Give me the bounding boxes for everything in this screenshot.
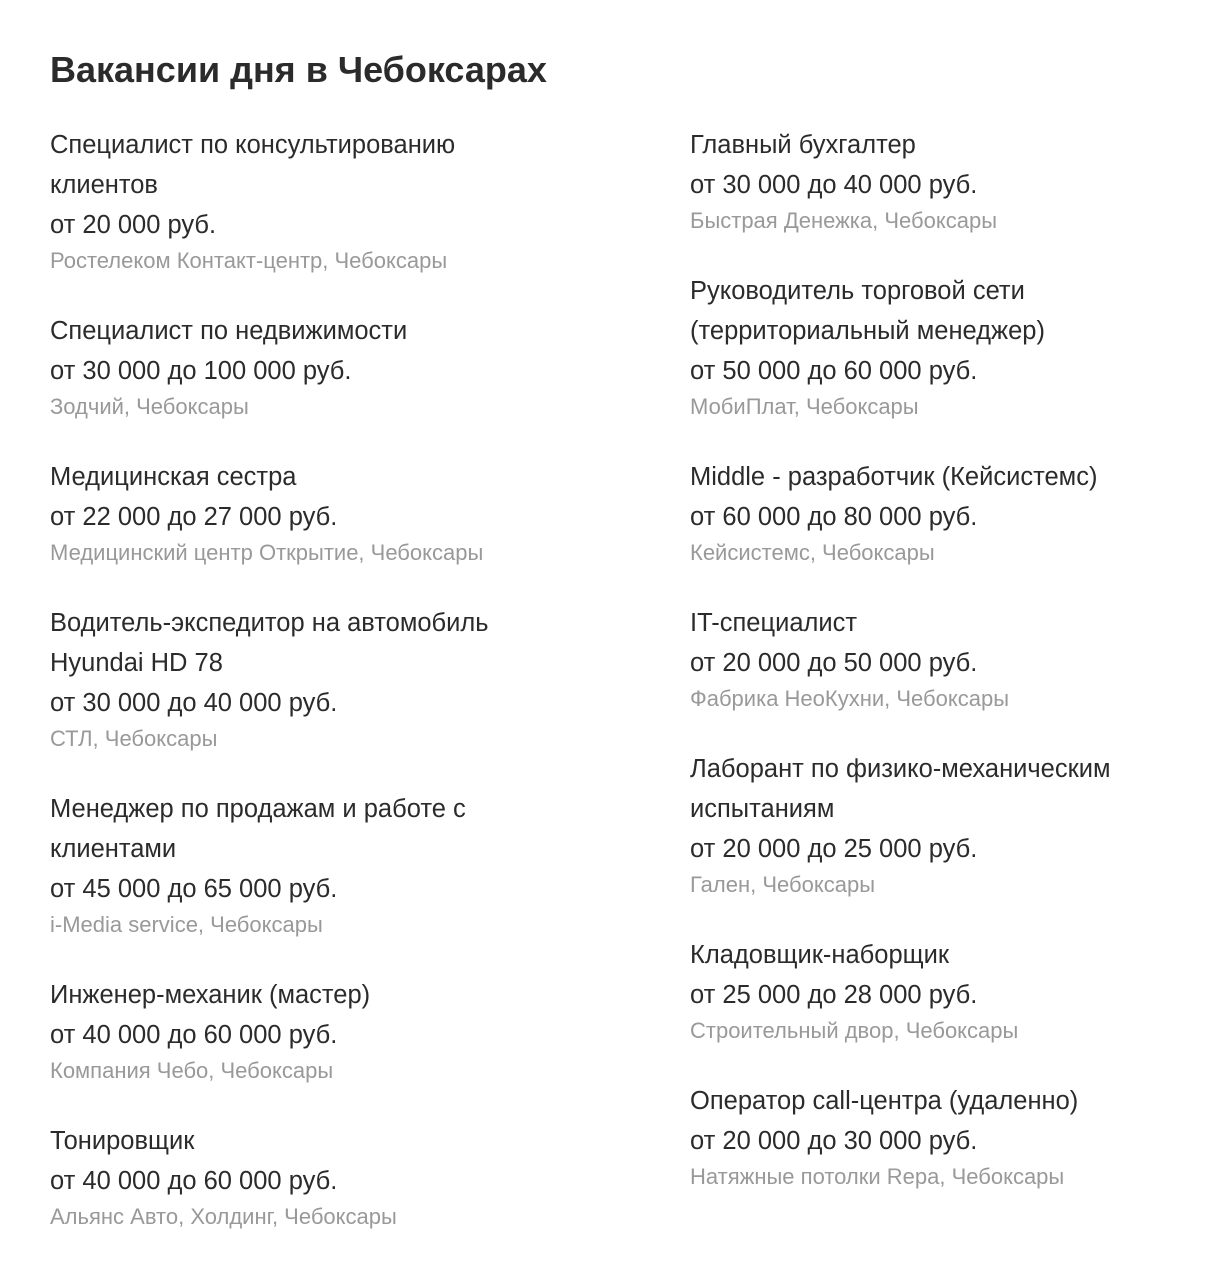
vacancy-list-left [50, 125, 570, 1267]
vacancy-salary: от 30 000 до 40 000 руб. [690, 171, 978, 199]
vacancy-company: Фабрика НеоКухни, Чебоксары [690, 686, 1010, 711]
vacancy-company: Ростелеком Контакт-центр, Чебоксары [50, 248, 448, 273]
vacancy-title-link[interactable]: Специалист по недвижимости [50, 317, 408, 345]
vacancy-company: СТЛ, Чебоксары [50, 726, 218, 751]
vacancy-item [50, 457, 570, 569]
vacancy-company: Медицинский центр Открытие, Чебоксары [50, 540, 484, 565]
vacancy-item [690, 603, 1190, 715]
vacancy-title-link[interactable]: Лаборант по физико-механическим испытаниям [690, 755, 1111, 823]
vacancy-company: i-Media service, Чебоксары [50, 912, 323, 937]
vacancy-company: Быстрая Денежка, Чебоксары [690, 208, 998, 233]
vacancy-salary: от 22 000 до 27 000 руб. [50, 503, 338, 531]
vacancy-company: МобиПлат, Чебоксары [690, 394, 919, 419]
vacancy-item [50, 311, 570, 423]
vacancy-salary: от 60 000 до 80 000 руб. [690, 503, 978, 531]
vacancy-item [50, 975, 570, 1087]
vacancy-title-link[interactable]: Руководитель торговой сети (территориальный менеджер) [690, 277, 1045, 345]
vacancy-salary: от 40 000 до 60 000 руб. [50, 1021, 338, 1049]
vacancy-title-link[interactable]: Оператор call-центра (удаленно) [690, 1087, 1079, 1115]
vacancy-list-right [690, 125, 1190, 1227]
vacancy-salary: от 30 000 до 40 000 руб. [50, 689, 338, 717]
vacancy-item [690, 271, 1190, 423]
vacancy-title-link[interactable]: Медицинская сестра [50, 463, 297, 491]
vacancy-title-link[interactable]: Middle - разработчик (Кейсистемс) [690, 463, 1098, 491]
vacancy-salary: от 25 000 до 28 000 руб. [690, 981, 978, 1009]
vacancy-item [690, 457, 1190, 569]
vacancy-item [690, 125, 1190, 237]
vacancy-item [50, 125, 570, 277]
vacancy-item [50, 789, 570, 941]
vacancy-salary: от 20 000 до 25 000 руб. [690, 835, 978, 863]
vacancy-company: Гален, Чебоксары [690, 872, 876, 897]
page-title: Вакансии дня в Чебоксарах [50, 49, 547, 90]
vacancy-title-link[interactable]: Инженер-механик (мастер) [50, 981, 371, 1009]
vacancy-salary: от 20 000 до 30 000 руб. [690, 1127, 978, 1155]
vacancy-company: Компания Чебо, Чебоксары [50, 1058, 334, 1083]
vacancy-salary: от 20 000 руб. [50, 211, 217, 239]
vacancy-company: Строительный двор, Чебоксары [690, 1018, 1019, 1043]
vacancy-salary: от 40 000 до 60 000 руб. [50, 1167, 338, 1195]
vacancy-salary: от 45 000 до 65 000 руб. [50, 875, 338, 903]
vacancy-item [50, 1121, 570, 1233]
vacancy-salary: от 20 000 до 50 000 руб. [690, 649, 978, 677]
vacancy-company: Альянс Авто, Холдинг, Чебоксары [50, 1204, 397, 1229]
vacancy-item [690, 935, 1190, 1047]
vacancy-title-link[interactable]: IT-специалист [690, 609, 858, 637]
vacancy-title-link[interactable]: Главный бухгалтер [690, 131, 916, 159]
vacancy-company: Натяжные потолки Repa, Чебоксары [690, 1164, 1065, 1189]
vacancy-company: Зодчий, Чебоксары [50, 394, 249, 419]
vacancy-salary: от 50 000 до 60 000 руб. [690, 357, 978, 385]
vacancy-title-link[interactable]: Менеджер по продажам и работе с клиентами [50, 795, 466, 863]
vacancy-company: Кейсистемс, Чебоксары [690, 540, 935, 565]
vacancy-title-link[interactable]: Кладовщик-наборщик [690, 941, 950, 969]
vacancy-title-link[interactable]: Специалист по консультированию клиентов [50, 131, 456, 199]
vacancy-item [690, 1081, 1190, 1193]
vacancy-item [50, 603, 570, 755]
vacancy-item [690, 749, 1190, 901]
vacancy-salary: от 30 000 до 100 000 руб. [50, 357, 352, 385]
vacancy-title-link[interactable]: Водитель-экспедитор на автомобиль Hyundai HD 78 [50, 609, 489, 677]
vacancy-title-link[interactable]: Тонировщик [50, 1127, 195, 1155]
